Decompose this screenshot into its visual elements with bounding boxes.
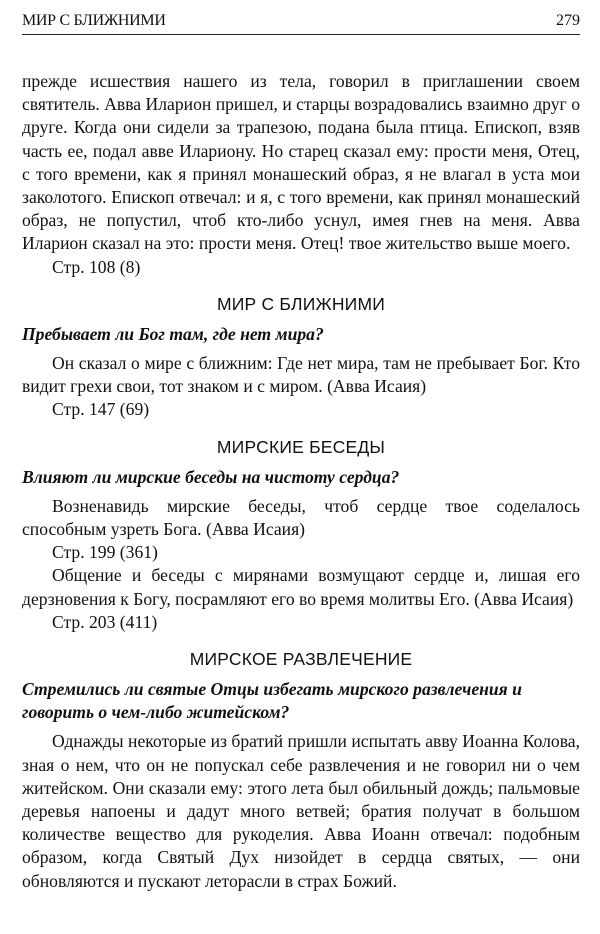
section-question: Стремились ли святые Отцы избегать мирского развлечения и говорить о чем-либо житейском?	[22, 679, 522, 723]
source-reference: Стр. 203 (411)	[52, 611, 158, 632]
section-heading: МИРСКОЕ РАЗВЛЕЧЕНИЕ	[189, 649, 413, 670]
entry-paragraph: Общение и беседы с мирянами возмущают сердце и, лишая его дерзновения к Богу, посрамляют его во время молитвы Его. (Авва Исаия)	[22, 565, 580, 609]
section-heading: МИРСКИЕ БЕСЕДЫ	[216, 436, 386, 457]
page-content	[22, 70, 580, 893]
source-reference: Стр. 147 (69)	[52, 399, 150, 420]
source-reference: Стр. 199 (361)	[52, 542, 158, 563]
entry-paragraph: Однажды некоторые из братий пришли испытать авву Иоанна Колова, зная о нем, что он не попускал себе развлечения и не говорил ни о чем житейском. Они сказали ему: этого лета был обильный дождь; пальмовые деревья напоены и дадут много ветвей; братия получат в большом количестве вещество для рукоделия. Авва Иоанн отвечал: подобным образом, когда Святый Дух низойдет в сердца святых, — они обновляются и пускают леторасли в страх Божий.	[22, 731, 580, 891]
running-header	[22, 0, 580, 35]
section-question: Пребывает ли Бог там, где нет мира?	[22, 323, 324, 344]
section-mir-s-blizhnimi	[22, 293, 580, 422]
book-page	[22, 0, 580, 893]
entry-paragraph: Возненавидь мирские беседы, чтоб сердце твое соделалось способным узреть Бога. (Авва Исаия)	[22, 495, 580, 540]
section-heading: МИР С БЛИЖНИМИ	[216, 293, 386, 314]
page-number: 279	[556, 12, 580, 29]
section-mirskie-besedy	[22, 436, 580, 634]
entry-paragraph: Он сказал о мире с ближним: Где нет мира, там не пребывает Бог. Кто видит грехи свои, тот знаком и с миром. (Авва Исаия)	[22, 353, 580, 397]
source-reference: Стр. 108 (8)	[52, 256, 141, 277]
running-title: МИР С БЛИЖНИМИ	[22, 12, 166, 29]
section-mirskoe-razvlechenie	[22, 648, 580, 893]
continuation-paragraph: прежде исшествия нашего из тела, говорил в приглашении своем святитель. Авва Иларион пришел, и старцы возрадовались взаимно друг о друге. Когда они сидели за трапезою, подана была птица. Епископ, взяв часть ее, подал авве Илариону. Но старец сказал ему: прости меня, Отец, с того времени, как я принял монашеский образ, я не влагал в уста мои заколотого. Епископ отвечал: и я, с того времени, как принял монашеский образ, не попустил, чтоб кто-либо уснул, имея гнев на меня. Авва Иларион сказал на это: прости меня. Отец! твое жительство выше моего.	[22, 71, 580, 254]
section-question: Влияют ли мирские беседы на чистоту сердца?	[22, 466, 400, 487]
